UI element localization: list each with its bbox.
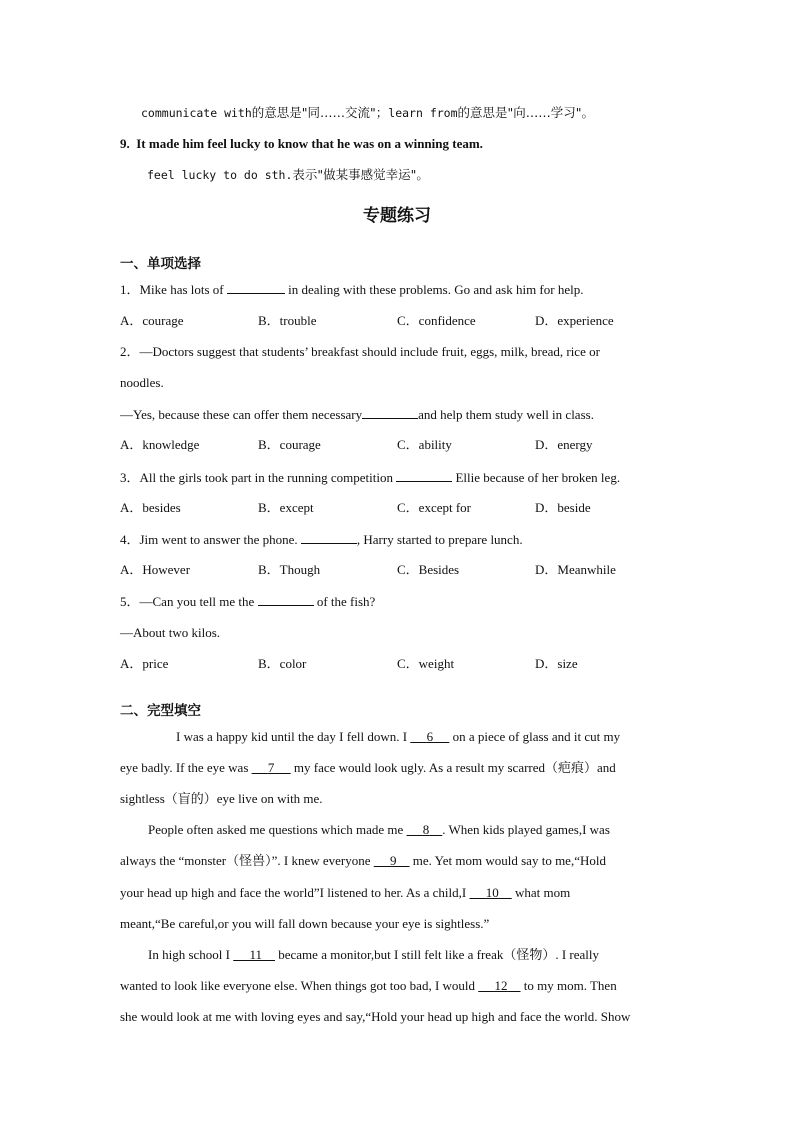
cloze-p1-line3: sightless（盲的）eye live on with me. xyxy=(120,791,323,806)
cloze-p2-line2 xyxy=(120,852,606,870)
question-2-option-d[interactable]: D．energy xyxy=(535,437,593,452)
question-3-stem-b: Ellie because of her broken leg. xyxy=(455,470,621,485)
question-2-option-b[interactable]: B．courage xyxy=(258,437,321,452)
question-3-option-c[interactable]: C．except for xyxy=(397,500,472,515)
note-cn-2: 的意思是"向……学习"。 xyxy=(457,105,595,120)
cloze-p2-l3-b: what mom xyxy=(514,885,571,900)
cloze-blank-10-number: 10 xyxy=(485,885,499,900)
cloze-p2-l2-a: always the “monster（怪兽）”. I knew everyone xyxy=(120,853,371,868)
question-1-stem xyxy=(120,280,583,299)
question-9-text: It made him feel lucky to know that he was on a winning team. xyxy=(136,136,483,151)
question-4-option-b[interactable]: B．Though xyxy=(258,562,321,577)
cloze-blank-6-number: 6 xyxy=(426,729,434,744)
note-cn-1: 的意思是"同……交流"； xyxy=(251,105,389,120)
question-9-note-term: feel lucky to do sth. xyxy=(147,168,293,182)
cloze-blank-12-number: 12 xyxy=(494,978,508,993)
cloze-blank-11[interactable] xyxy=(233,947,275,962)
cloze-blank-12[interactable] xyxy=(478,978,520,993)
question-5-option-b[interactable]: B．color xyxy=(258,656,307,671)
question-2-option-a[interactable]: A．knowledge xyxy=(120,437,200,452)
question-3-option-b[interactable]: B．except xyxy=(258,500,314,515)
cloze-p1-l2-a: eye badly. If the eye was xyxy=(120,760,249,775)
question-2-answer xyxy=(120,405,594,424)
cloze-p1-l1-b: on a piece of glass and it cut my xyxy=(452,729,621,744)
question-4-stem xyxy=(120,530,523,549)
question-3-stem xyxy=(120,468,620,487)
question-3-option-d[interactable]: D．beside xyxy=(535,500,591,515)
question-3-option-a[interactable]: A．besides xyxy=(120,500,181,515)
cloze-p3-l1-a: In high school I xyxy=(148,947,230,962)
cloze-p2-l2-b: me. Yet mom would say to me,“Hold xyxy=(412,853,606,868)
question-4-blank xyxy=(301,530,357,544)
question-2-answer-b: and help them study well in class. xyxy=(418,407,594,422)
question-5-stem xyxy=(120,592,375,611)
question-5-blank xyxy=(258,592,314,606)
cloze-p1-l2-b: my face would look ugly. As a result my scarred（疤痕）and xyxy=(293,760,616,775)
question-2-stem-line1: 2．—Doctors suggest that students’ breakfast should include fruit, eggs, milk, bread, rice or xyxy=(120,344,600,359)
cloze-blank-11-number: 11 xyxy=(249,947,262,962)
note-line-communicate xyxy=(141,104,594,122)
cloze-blank-6[interactable] xyxy=(410,729,449,744)
question-4-stem-b: , Harry started to prepare lunch. xyxy=(356,532,523,547)
question-2-stem-line2: noodles. xyxy=(120,375,164,390)
question-4-stem-a: 4．Jim went to answer the phone. xyxy=(120,532,298,547)
cloze-p3-l2-a: wanted to look like everyone else. When things got too bad, I would xyxy=(120,978,476,993)
question-1-option-b[interactable]: B．trouble xyxy=(258,313,317,328)
question-5-option-c[interactable]: C．weight xyxy=(397,656,455,671)
cloze-p2-l3-a: your head up high and face the world”I listened to her. As a child,I xyxy=(120,885,467,900)
question-1-option-c[interactable]: C．confidence xyxy=(397,313,476,328)
cloze-blank-8[interactable] xyxy=(407,822,443,837)
section-title: 专题练习 xyxy=(363,206,431,226)
question-2-option-c[interactable]: C．ability xyxy=(397,437,452,452)
question-9-label: 9. xyxy=(120,136,130,151)
note-term-communicate: communicate with xyxy=(141,106,252,120)
question-9-note-cn: 表示"做某事感觉幸运"。 xyxy=(292,167,429,182)
cloze-blank-10[interactable] xyxy=(469,885,511,900)
cloze-p3-l2-b: to my mom. Then xyxy=(523,978,617,993)
cloze-blank-9[interactable] xyxy=(374,853,410,868)
cloze-p2-line1 xyxy=(148,821,610,839)
question-2-blank xyxy=(362,405,418,419)
cloze-p2-l1-b: . When kids played games,I was xyxy=(442,822,610,837)
question-9 xyxy=(120,135,483,153)
question-5-option-d[interactable]: D．size xyxy=(535,656,578,671)
question-2-answer-a: —Yes, because these can offer them necessary xyxy=(120,407,363,422)
question-5-stem-b: of the fish? xyxy=(316,594,376,609)
cloze-p3-line1 xyxy=(148,946,599,964)
part2-heading: 二、完型填空 xyxy=(120,703,201,719)
cloze-blank-7[interactable] xyxy=(252,760,291,775)
cloze-p1-line2 xyxy=(120,759,616,777)
cloze-p1-l1-a: I was a happy kid until the day I fell down. I xyxy=(176,729,408,744)
question-5-stem-a: 5．—Can you tell me the xyxy=(120,594,255,609)
cloze-p1-line1 xyxy=(176,728,620,746)
cloze-blank-9-number: 9 xyxy=(390,853,397,868)
cloze-p2-line3 xyxy=(120,884,570,902)
question-5-answer: —About two kilos. xyxy=(120,625,221,640)
cloze-p3-line3: she would look at me with loving eyes and say,“Hold your head up high and face the world. Show xyxy=(120,1009,631,1024)
question-1-blank xyxy=(227,280,285,294)
cloze-blank-7-number: 7 xyxy=(267,760,275,775)
cloze-p3-l1-b: became a monitor,but I still felt like a freak（怪物）. I really xyxy=(278,947,600,962)
question-1-option-a[interactable]: A．courage xyxy=(120,313,184,328)
cloze-blank-8-number: 8 xyxy=(422,822,430,837)
note-term-learn: learn from xyxy=(388,106,458,120)
question-3-stem-a: 3．All the girls took part in the running competition xyxy=(120,470,393,485)
cloze-p2-line4: meant,“Be careful,or you will fall down because your eye is sightless.” xyxy=(120,916,490,931)
part1-heading: 一、单项选择 xyxy=(120,256,201,272)
question-4-option-d[interactable]: D．Meanwhile xyxy=(535,562,616,577)
cloze-p2-l1-a: People often asked me questions which made me xyxy=(148,822,404,837)
question-1-stem-a: 1．Mike has lots of xyxy=(120,282,224,297)
cloze-p3-line2 xyxy=(120,977,617,995)
question-5-option-a[interactable]: A．price xyxy=(120,656,169,671)
question-1-option-d[interactable]: D．experience xyxy=(535,313,614,328)
question-9-note xyxy=(147,166,429,184)
question-3-blank xyxy=(396,468,452,482)
question-1-stem-b: in dealing with these problems. Go and ask him for help. xyxy=(288,282,584,297)
question-4-option-c[interactable]: C．Besides xyxy=(397,562,460,577)
question-4-option-a[interactable]: A．However xyxy=(120,562,191,577)
